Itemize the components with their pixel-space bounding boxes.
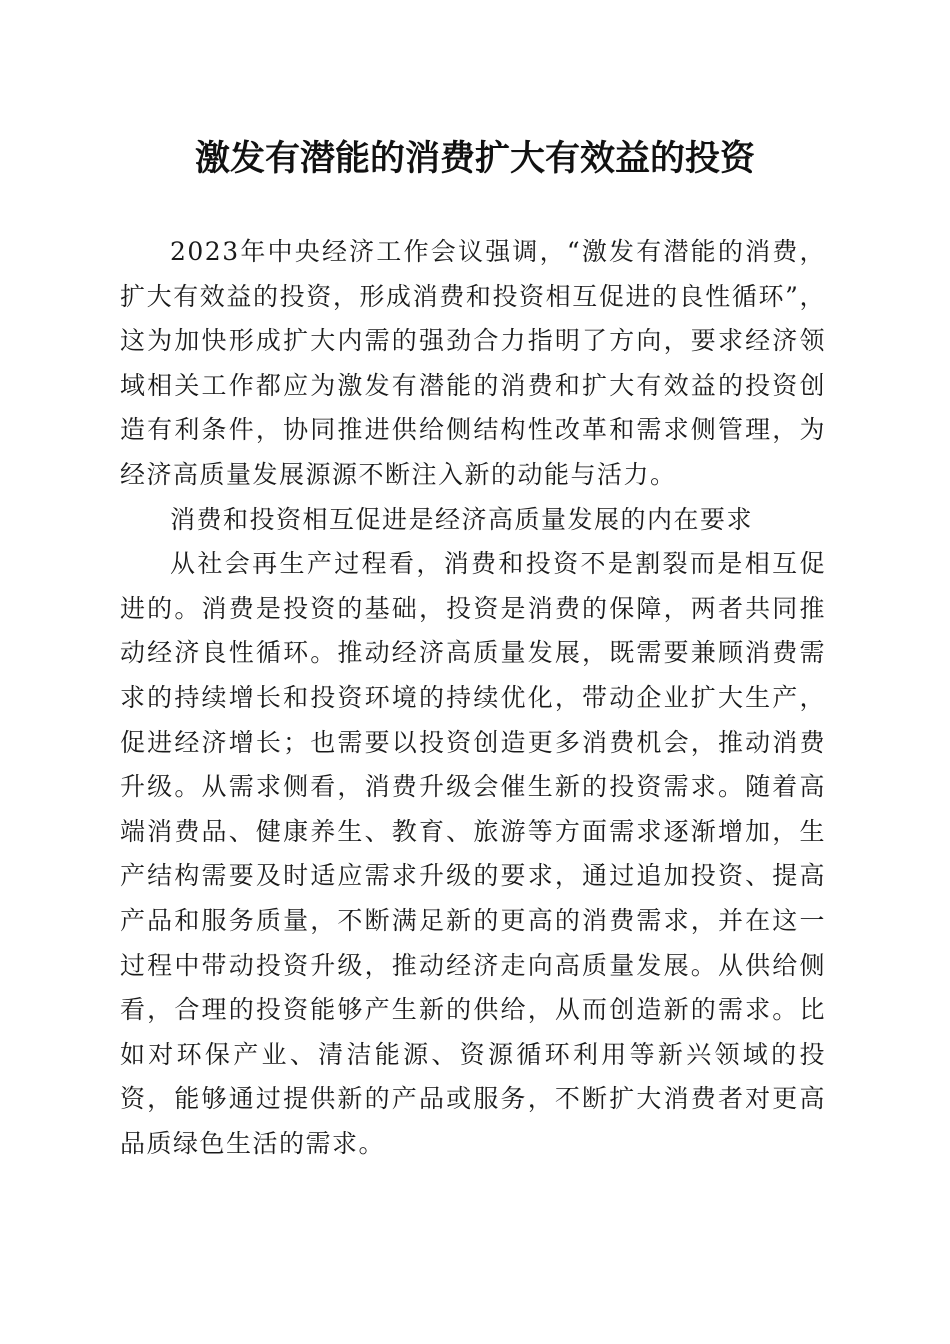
paragraph-body: 从社会再生产过程看，消费和投资不是割裂而是相互促进的。消费是投资的基础，投资是消费的保障，两者共同推动经济良性循环。推动经济高质量发展，既需要兼顾消费需求的持续增长和投资环境的持续优化，带动企业扩大生产，促进经济增长；也需要以投资创造更多消费机会，推动消费升级。从需求侧看，消费升级会催生新的投资需求。随着高端消费品、健康养生、教育、旅游等方面需求逐渐增加，生产结构需要及时适应需求升级的要求，通过追加投资、提高产品和服务质量，不断满足新的更高的消费需求，并在这一过程中带动投资升级，推动经济走向高质量发展。从供给侧看，合理的投资能够产生新的供给，从而创造新的需求。比如对环保产业、清洁能源、资源循环利用等新兴领域的投资，能够通过提供新的产品或服务，不断扩大消费者对更高品质绿色生活的需求。 [120, 549, 826, 1158]
document-body [120, 230, 826, 1166]
document-title: 激发有潜能的消费扩大有效益的投资 [194, 138, 755, 179]
paragraph-intro: 2023年中央经济工作会议强调，“激发有潜能的消费，扩大有效益的投资，形成消费和投资相互促进的良性循环”，这为加快形成扩大内需的强劲合力指明了方向，要求经济领域相关工作都应为激发有潜能的消费和扩大有效益的投资创造有利条件，协同推进供给侧结构性改革和需求侧管理，为经济高质量发展源源不断注入新的动能与活力。 [120, 237, 826, 489]
section-heading: 消费和投资相互促进是经济高质量发展的内在要求 [170, 504, 754, 534]
